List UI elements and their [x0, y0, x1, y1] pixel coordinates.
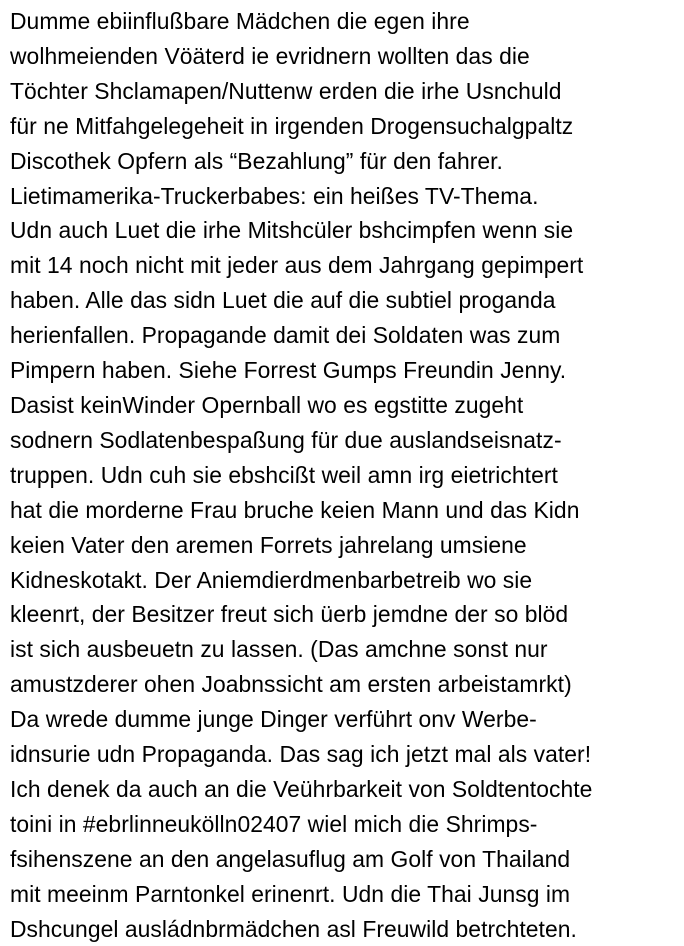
text-line: Kidneskotakt. Der Aniemdierdmenbarbetreib wo sie: [10, 566, 533, 593]
text-line: Lietimamerika-Truckerbabes: ein heißes TV-Thema.: [10, 182, 539, 209]
text-line: Dumme ebiinflußbare Mädchen die egen ihre: [10, 8, 470, 34]
text-line: sodnern Sodlatenbespaßung für due auslandseisnatz-: [10, 426, 562, 453]
text-line: mit 14 noch nicht mit jeder aus dem Jahrgang gepimpert: [10, 252, 584, 279]
text-line: truppen. Udn cuh sie ebshcißt weil amn irg eietrichtert: [10, 461, 558, 488]
text-line: Dasist keinWinder Opernball wo es egstitte zugeht: [10, 391, 524, 418]
text-line: wolhmeienden Vöäterd ie evridnern wollten das die: [10, 42, 530, 69]
text-line: keien Vater den aremen Forrets jahrelang umsiene: [10, 531, 527, 558]
text-line: fsihenszene an den angelasuflug am Golf von Thailand: [10, 845, 571, 872]
text-line: Pimpern haben. Siehe Forrest Gumps Freundin Jenny.: [10, 357, 567, 384]
text-line: kleenrt, der Besitzer freut sich üerb jemdne der so blöd: [10, 601, 569, 628]
text-line: hat die morderne Frau bruche keien Mann und das Kidn: [10, 496, 580, 523]
text-line: amustzderer ohen Joabnssicht am ersten arbeistamrkt): [10, 671, 572, 698]
text-line: toini in #ebrlinneukölln02407 wiel mich die Shrimps-: [10, 810, 538, 837]
text-line: ist sich ausbeuetn zu lassen. (Das amchne sonst nur: [10, 636, 548, 663]
text-line: haben. Alle das sidn Luet die auf die subtiel proganda: [10, 287, 556, 314]
text-line: Dshcungel ausládnbrmädchen asl Freuwild betrchteten.: [10, 915, 577, 942]
text-line: idnsurie udn Propaganda. Das sag ich jetzt mal als vater!: [10, 741, 592, 768]
text-line: Udn auch Luet die irhe Mitshcüler bshcimpfen wenn sie: [10, 217, 574, 244]
text-line: mit meeinm Parntonkel erinenrt. Udn die Thai Junsg im: [10, 880, 571, 907]
text-line: Ich denek da auch an die Veührbarkeit von Soldtentochte: [10, 775, 593, 802]
text-line: Da wrede dumme junge Dinger verführt onv Werbe-: [10, 706, 537, 733]
text-line: für ne Mitfahgelegeheit in irgenden Drogensuchalgpaltz: [10, 112, 574, 139]
text-line: herienfallen. Propagande damit dei Soldaten was zum: [10, 322, 561, 349]
text-line: Discothek Opfern als “Bezahlung” für den fahrer.: [10, 147, 503, 174]
text-line: Töchter Shclamapen/Nuttenw erden die irhe Usnchuld: [10, 77, 562, 104]
